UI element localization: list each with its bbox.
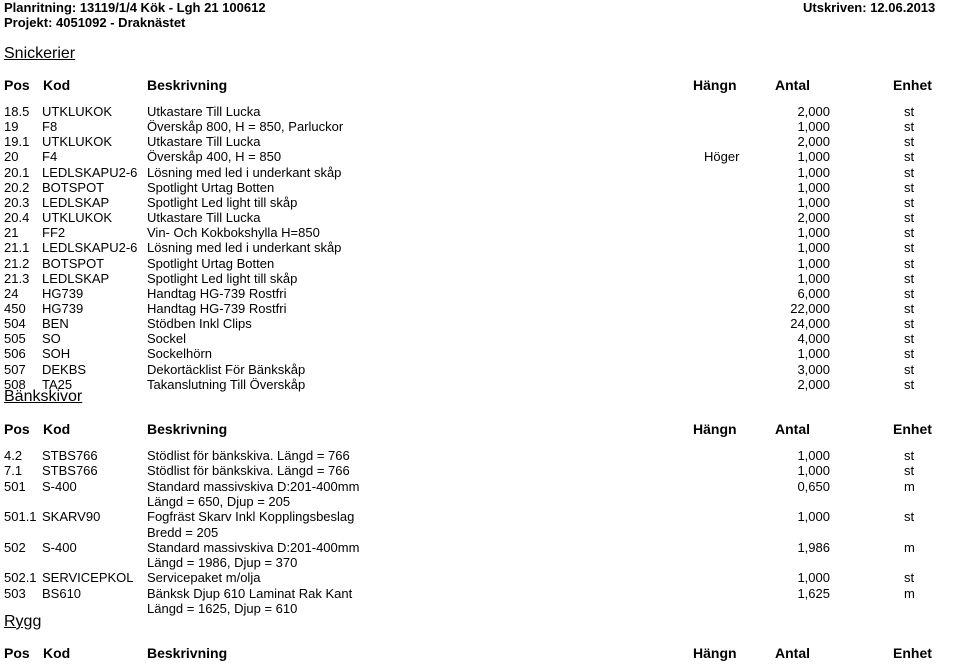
cell-pos: 20.3: [4, 194, 30, 210]
column-header-antal: Antal: [775, 645, 810, 661]
cell-beskrivning: Överskåp 800, H = 850, Parluckor: [147, 119, 344, 135]
cell-pos: 507: [4, 361, 26, 377]
cell-enhet: st: [904, 164, 915, 180]
table-row: [0, 509, 960, 524]
table-row: [0, 225, 960, 240]
cell-antal: 1,000: [797, 240, 830, 256]
column-header-enhet: Enhet: [893, 77, 932, 93]
table-row: [0, 165, 960, 180]
cell-pos: 21.3: [4, 270, 30, 286]
cell-pos: 21.2: [4, 255, 30, 271]
cell-beskrivning: Längd = 1986, Djup = 370: [147, 555, 298, 571]
cell-enhet: st: [904, 134, 915, 150]
cell-kod: UTKLUKOK: [42, 210, 113, 226]
cell-enhet: m: [904, 539, 915, 555]
cell-kod: LEDLSKAPU2-6: [42, 164, 138, 180]
cell-antal: 24,000: [790, 316, 830, 332]
table-row: [0, 134, 960, 149]
cell-kod: STBS766: [42, 463, 98, 479]
table-row: [0, 210, 960, 225]
cell-beskrivning: Bänksk Djup 610 Laminat Rak Kant: [147, 585, 353, 601]
cell-pos: 21: [4, 225, 19, 241]
cell-pos: 504: [4, 316, 26, 332]
section-title-bankskivor: Bänkskivor: [4, 388, 83, 405]
table-row: [0, 494, 960, 509]
cell-hangn: Höger: [704, 149, 740, 165]
cell-enhet: st: [904, 285, 915, 301]
cell-enhet: st: [904, 179, 915, 195]
cell-beskrivning: Utkastare Till Lucka: [147, 210, 261, 226]
column-header-beskrivning: Beskrivning: [147, 645, 228, 661]
cell-kod: SOH: [42, 346, 71, 362]
cell-pos: 24: [4, 285, 19, 301]
cell-enhet: st: [904, 255, 915, 271]
cell-kod: FF2: [42, 225, 66, 241]
cell-kod: BOTSPOT: [42, 179, 105, 195]
cell-kod: BEN: [42, 316, 69, 332]
column-header-pos: Pos: [4, 77, 30, 93]
cell-enhet: st: [904, 331, 915, 347]
cell-enhet: st: [904, 104, 915, 119]
cell-beskrivning: Fogfräst Skarv Inkl Kopplingsbeslag: [147, 509, 355, 525]
cell-pos: 20.1: [4, 164, 30, 180]
cell-beskrivning: Längd = 650, Djup = 205: [147, 493, 291, 509]
column-header-kod: Kod: [43, 77, 71, 93]
cell-enhet: st: [904, 570, 915, 586]
cell-beskrivning: Spotlight Urtag Botten: [147, 179, 275, 195]
cell-beskrivning: Vin- Och Kokbokshylla H=850: [147, 225, 320, 241]
column-header-kod: Kod: [43, 645, 71, 661]
cell-antal: 22,000: [790, 301, 830, 316]
cell-beskrivning: Handtag HG-739 Rostfri: [147, 285, 287, 301]
cell-enhet: st: [904, 240, 915, 256]
cell-enhet: m: [904, 585, 915, 601]
cell-pos: 506: [4, 346, 26, 362]
cell-beskrivning: Stödben Inkl Clips: [147, 316, 252, 332]
cell-pos: 505: [4, 331, 26, 347]
cell-beskrivning: Standard massivskiva D:201-400mm: [147, 478, 360, 494]
cell-pos: 508: [4, 376, 26, 392]
section-title-rygg: Rygg: [4, 613, 42, 630]
cell-antal: 2,000: [797, 210, 830, 226]
column-header-enhet: Enhet: [893, 645, 932, 661]
cell-kod: S-400: [42, 539, 77, 555]
cell-kod: DEKBS: [42, 361, 87, 377]
cell-pos: 7.1: [4, 463, 23, 479]
cell-antal: 2,000: [797, 104, 830, 119]
table-row: [0, 586, 960, 601]
cell-kod: LEDLSKAP: [42, 270, 110, 286]
column-header-beskrivning: Beskrivning: [147, 77, 228, 93]
table-row: [0, 555, 960, 570]
table-row: [0, 286, 960, 301]
cell-antal: 1,000: [797, 149, 830, 165]
cell-beskrivning: Dekortäcklist För Bänkskåp: [147, 361, 306, 377]
cell-enhet: st: [904, 225, 915, 241]
cell-enhet: st: [904, 346, 915, 362]
cell-enhet: m: [904, 478, 915, 494]
column-header-antal: Antal: [775, 421, 810, 437]
table-row: [0, 256, 960, 271]
cell-beskrivning: Lösning med led i underkant skåp: [147, 164, 342, 180]
table-row: [0, 301, 960, 316]
cell-antal: 1,986: [797, 539, 830, 555]
table-row: [0, 104, 960, 119]
column-header-pos: Pos: [4, 421, 30, 437]
section-title-snickerier: Snickerier: [4, 45, 76, 62]
cell-kod: TA25: [42, 376, 73, 392]
cell-pos: 20.4: [4, 210, 30, 226]
cell-enhet: st: [904, 149, 915, 165]
cell-kod: LEDLSKAP: [42, 194, 110, 210]
table-row: [0, 601, 960, 616]
cell-antal: 1,000: [797, 463, 830, 479]
cell-beskrivning: Servicepaket m/olja: [147, 570, 261, 586]
table-row: [0, 448, 960, 463]
cell-kod: BOTSPOT: [42, 255, 105, 271]
column-header-row: [0, 421, 960, 439]
cell-antal: 1,000: [797, 346, 830, 362]
cell-pos: 4.2: [4, 448, 23, 463]
cell-pos: 18.5: [4, 104, 30, 119]
cell-beskrivning: Utkastare Till Lucka: [147, 104, 261, 119]
column-header-hangn: Hängn: [693, 645, 737, 661]
cell-kod: HG739: [42, 285, 84, 301]
cell-antal: 1,000: [797, 194, 830, 210]
cell-antal: 1,000: [797, 164, 830, 180]
cell-antal: 1,000: [797, 448, 830, 463]
cell-antal: 2,000: [797, 376, 830, 392]
table-row: [0, 570, 960, 585]
cell-antal: 4,000: [797, 331, 830, 347]
cell-enhet: st: [904, 119, 915, 135]
cell-antal: 1,625: [797, 585, 830, 601]
cell-kod: STBS766: [42, 448, 98, 463]
column-header-enhet: Enhet: [893, 421, 932, 437]
cell-beskrivning: Sockel: [147, 331, 187, 347]
cell-pos: 503: [4, 585, 26, 601]
cell-antal: 1,000: [797, 270, 830, 286]
cell-antal: 1,000: [797, 255, 830, 271]
cell-beskrivning: Standard massivskiva D:201-400mm: [147, 539, 360, 555]
cell-beskrivning: Spotlight Led light till skåp: [147, 270, 298, 286]
table-row: [0, 316, 960, 331]
cell-beskrivning: Stödlist för bänkskiva. Längd = 766: [147, 463, 350, 479]
project-title: Projekt: 4051092 - Draknästet: [4, 15, 186, 30]
table-row: [0, 240, 960, 255]
cell-beskrivning: Handtag HG-739 Rostfri: [147, 301, 287, 316]
cell-antal: 0,650: [797, 478, 830, 494]
cell-enhet: st: [904, 316, 915, 332]
table-row: [0, 180, 960, 195]
cell-beskrivning: Bredd = 205: [147, 524, 219, 540]
cell-kod: BS610: [42, 585, 82, 601]
cell-kod: LEDLSKAPU2-6: [42, 240, 138, 256]
cell-pos: 20.2: [4, 179, 30, 195]
column-header-kod: Kod: [43, 421, 71, 437]
cell-kod: S-400: [42, 478, 77, 494]
column-header-hangn: Hängn: [693, 421, 737, 437]
column-header-hangn: Hängn: [693, 77, 737, 93]
cell-kod: SO: [42, 331, 61, 347]
cell-enhet: st: [904, 210, 915, 226]
cell-antal: 2,000: [797, 134, 830, 150]
column-header-beskrivning: Beskrivning: [147, 421, 228, 437]
cell-beskrivning: Sockelhörn: [147, 346, 213, 362]
cell-pos: 502.1: [4, 570, 37, 586]
cell-kod: SKARV90: [42, 509, 101, 525]
table-row: [0, 362, 960, 377]
cell-kod: UTKLUKOK: [42, 104, 113, 119]
cell-pos: 501: [4, 478, 26, 494]
table-row: [0, 479, 960, 494]
table-row: [0, 331, 960, 346]
cell-enhet: st: [904, 463, 915, 479]
cell-enhet: st: [904, 376, 915, 392]
plan-title: Planritning: 13119/1/4 Kök - Lgh 21 100612: [4, 0, 266, 15]
cell-beskrivning: Överskåp 400, H = 850: [147, 149, 282, 165]
table-row: [0, 149, 960, 164]
table-row: [0, 195, 960, 210]
cell-beskrivning: Stödlist för bänkskiva. Längd = 766: [147, 448, 350, 463]
cell-kod: HG739: [42, 301, 84, 316]
cell-antal: 1,000: [797, 225, 830, 241]
cell-enhet: st: [904, 301, 915, 316]
cell-enhet: st: [904, 270, 915, 286]
cell-beskrivning: Spotlight Led light till skåp: [147, 194, 298, 210]
cell-antal: 1,000: [797, 179, 830, 195]
cell-kod: UTKLUKOK: [42, 134, 113, 150]
cell-beskrivning: Takanslutning Till Överskåp: [147, 376, 306, 392]
printed-date: Utskriven: 12.06.2013: [803, 0, 936, 15]
column-header-row: [0, 645, 960, 663]
cell-beskrivning: Längd = 1625, Djup = 610: [147, 601, 298, 616]
table-row: [0, 377, 960, 392]
table-row: [0, 119, 960, 134]
column-header-antal: Antal: [775, 77, 810, 93]
cell-antal: 6,000: [797, 285, 830, 301]
table-row: [0, 346, 960, 361]
cell-beskrivning: Lösning med led i underkant skåp: [147, 240, 342, 256]
cell-pos: 450: [4, 301, 26, 316]
cell-pos: 21.1: [4, 240, 30, 256]
cell-kod: F8: [42, 119, 58, 135]
cell-antal: 1,000: [797, 509, 830, 525]
cell-enhet: st: [904, 194, 915, 210]
cell-enhet: st: [904, 509, 915, 525]
cell-pos: 20: [4, 149, 19, 165]
cell-enhet: st: [904, 448, 915, 463]
cell-pos: 502: [4, 539, 26, 555]
cell-antal: 3,000: [797, 361, 830, 377]
cell-kod: F4: [42, 149, 58, 165]
table-row: [0, 525, 960, 540]
table-row: [0, 540, 960, 555]
cell-pos: 19.1: [4, 134, 30, 150]
column-header-pos: Pos: [4, 645, 30, 661]
cell-beskrivning: Spotlight Urtag Botten: [147, 255, 275, 271]
table-row: [0, 271, 960, 286]
column-header-row: [0, 77, 960, 95]
table-row: [0, 463, 960, 478]
cell-pos: 19: [4, 119, 19, 135]
cell-pos: 501.1: [4, 509, 37, 525]
cell-kod: SERVICEPKOL: [42, 570, 134, 586]
cell-antal: 1,000: [797, 570, 830, 586]
cell-beskrivning: Utkastare Till Lucka: [147, 134, 261, 150]
cell-enhet: st: [904, 361, 915, 377]
cell-antal: 1,000: [797, 119, 830, 135]
